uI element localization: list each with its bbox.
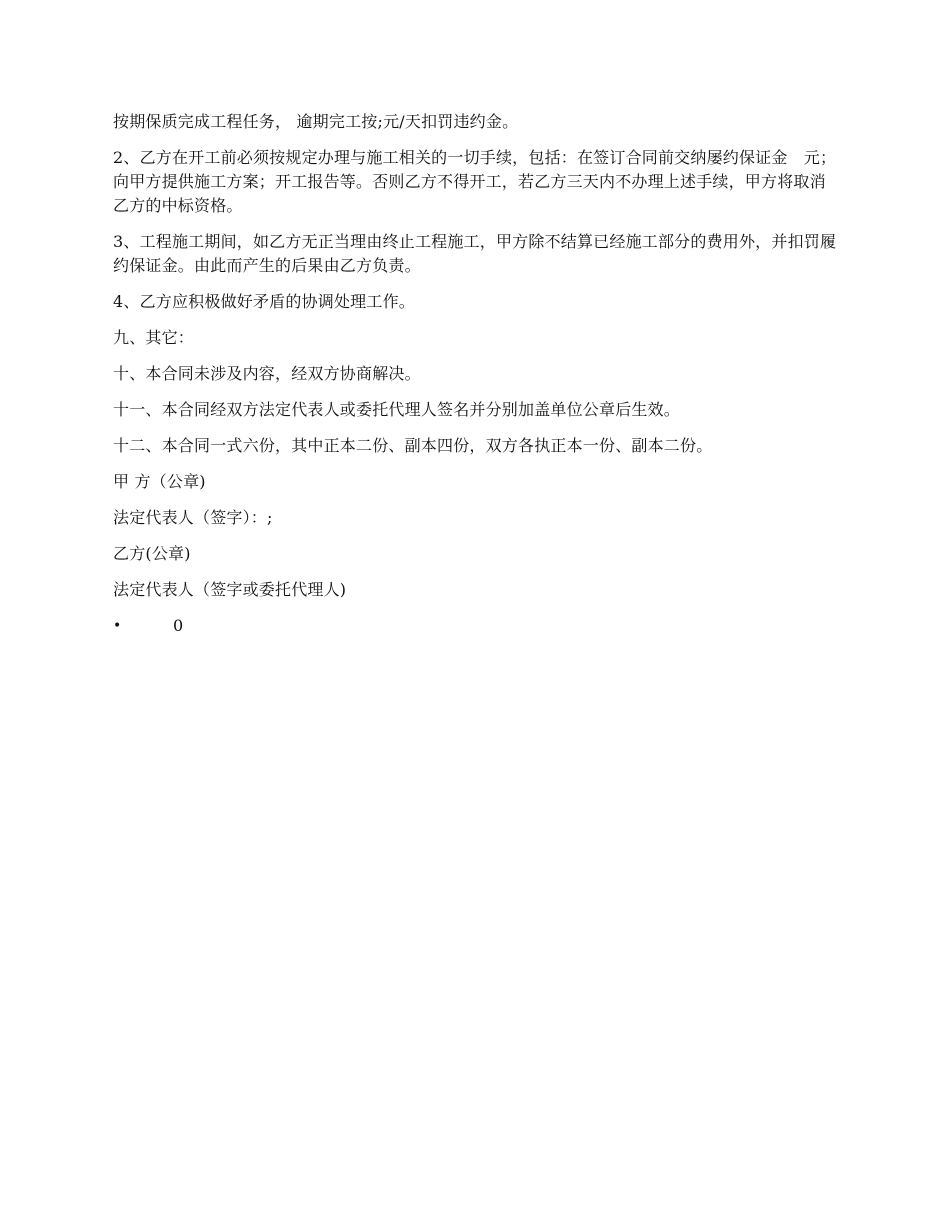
paragraph-penalty: 按期保质完成工程任务， 逾期完工按;元/天扣罚违约金。 — [113, 112, 519, 131]
section-ten: 十、本合同未涉及内容，经双方协商解决。 — [113, 364, 421, 383]
party-a-representative: 法定代表人（签字）：; — [113, 508, 273, 527]
section-nine-heading: 九、其它： — [113, 328, 195, 347]
page-footer — [113, 614, 838, 638]
document-body — [113, 110, 838, 638]
party-b-seal: 乙方(公章) — [113, 544, 191, 563]
section-twelve: 十二、本合同一式六份，其中正本二份、副本四份，双方各执正本一份、副本二份。 — [113, 436, 713, 455]
page-number: 0 — [173, 616, 184, 635]
party-b-representative: 法定代表人（签字或委托代理人) — [113, 580, 347, 599]
paragraph-clause-2: 2、乙方在开工前必须按规定办理与施工相关的一切手续，包括：在签订合同前交纳屡约保证金 元；向甲方提供施工方案；开工报告等。否则乙方不得开工，若乙方三天内不办理上述手续，甲方将取消乙方的中标资格。 — [113, 148, 837, 215]
paragraph-clause-4: 4、乙方应积极做好矛盾的协调处理工作。 — [113, 292, 415, 311]
party-a-seal: 甲 方（公章) — [113, 472, 206, 491]
bullet-icon: • — [113, 618, 122, 634]
paragraph-clause-3: 3、工程施工期间，如乙方无正当理由终止工程施工，甲方除不结算已经施工部分的费用外，并扣罚履约保证金。由此而产生的后果由乙方负责。 — [113, 232, 837, 275]
section-eleven: 十一、本合同经双方法定代表人或委托代理人签名并分别加盖单位公章后生效。 — [113, 400, 681, 419]
